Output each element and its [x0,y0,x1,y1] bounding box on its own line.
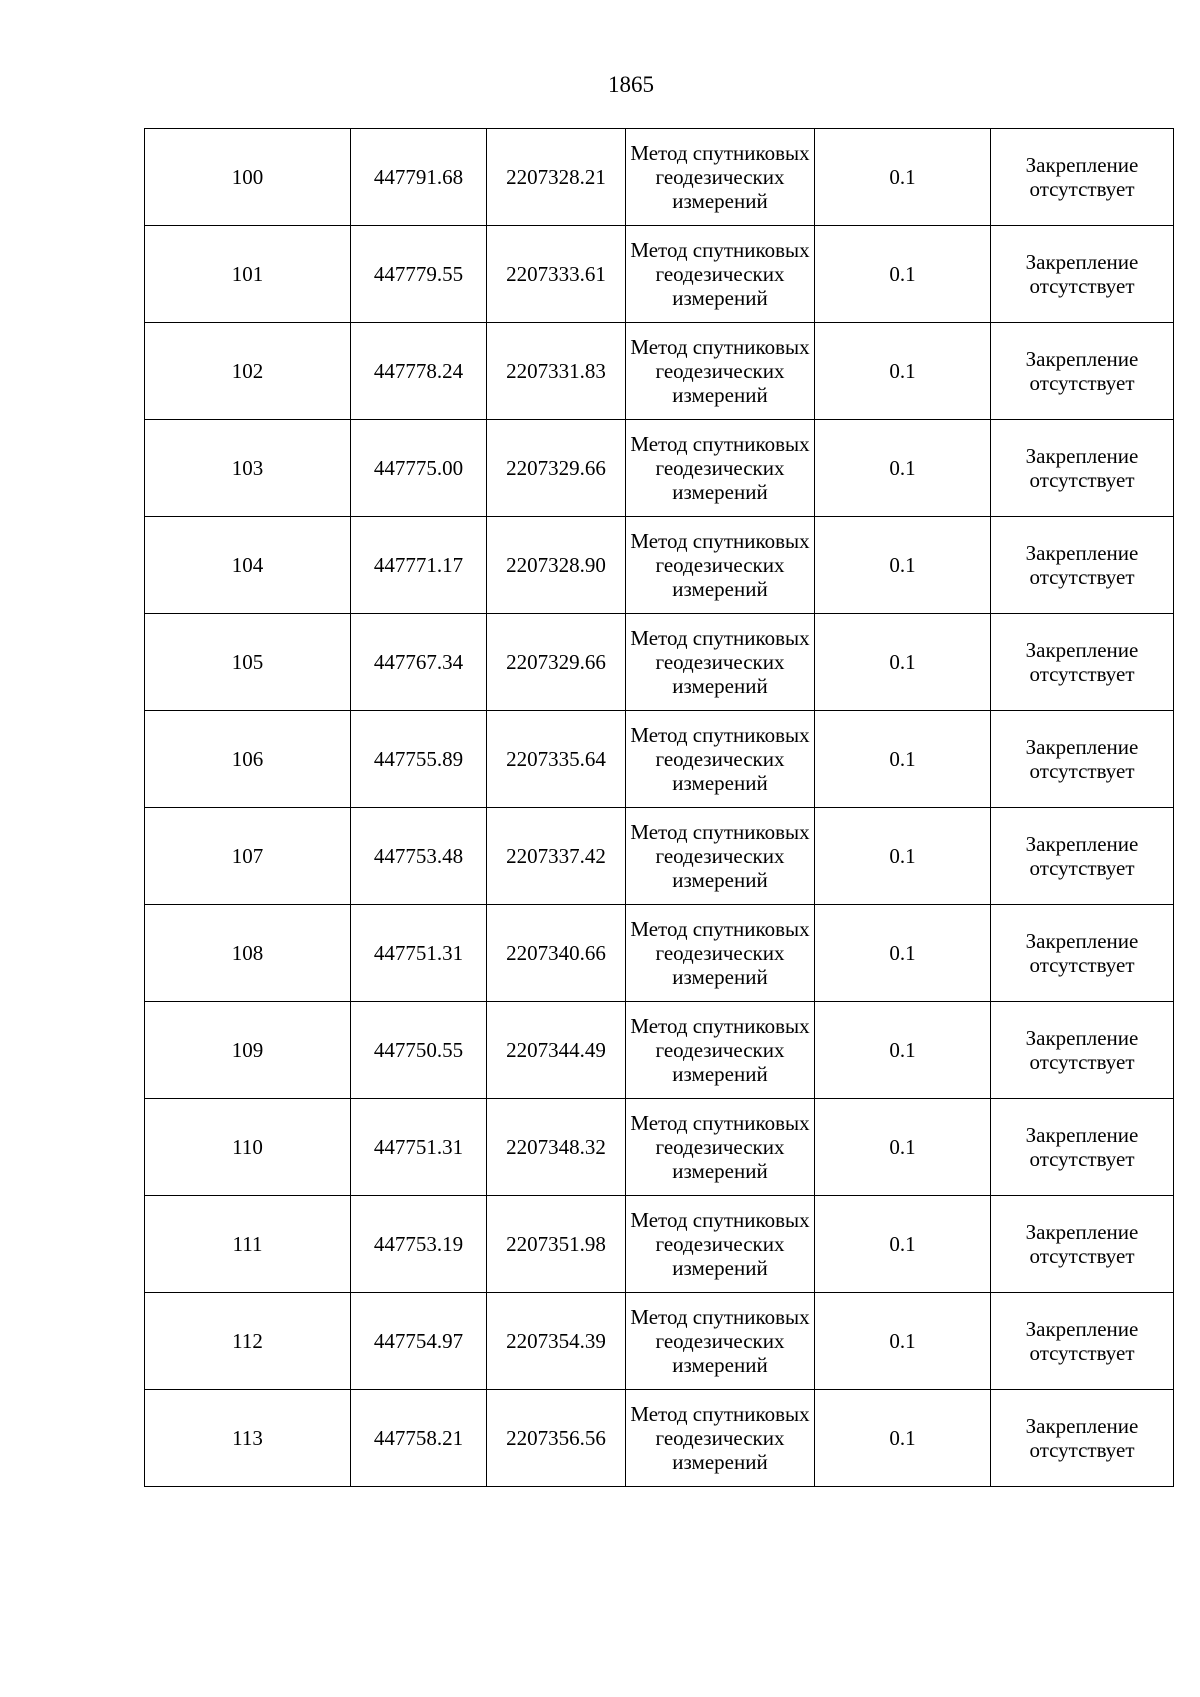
x-coordinate-cell: 447791.68 [351,129,487,226]
y-coordinate-cell: 2207328.90 [487,517,626,614]
accuracy-cell: 0.1 [815,808,991,905]
method-cell: Метод спутниковых геодезических измерений [626,226,815,323]
fixing-cell: Закрепление отсутствует [991,129,1174,226]
point-number-cell: 101 [145,226,351,323]
method-cell: Метод спутниковых геодезических измерений [626,323,815,420]
method-cell: Метод спутниковых геодезических измерений [626,905,815,1002]
x-coordinate-cell: 447753.48 [351,808,487,905]
point-number-cell: 110 [145,1099,351,1196]
fixing-cell: Закрепление отсутствует [991,711,1174,808]
accuracy-cell: 0.1 [815,129,991,226]
table-row [145,1390,1174,1487]
accuracy-cell: 0.1 [815,1099,991,1196]
table-row [145,614,1174,711]
point-number-cell: 102 [145,323,351,420]
table-row [145,323,1174,420]
x-coordinate-cell: 447767.34 [351,614,487,711]
y-coordinate-cell: 2207337.42 [487,808,626,905]
fixing-cell: Закрепление отсутствует [991,1293,1174,1390]
method-cell: Метод спутниковых геодезических измерений [626,517,815,614]
y-coordinate-cell: 2207348.32 [487,1099,626,1196]
x-coordinate-cell: 447758.21 [351,1390,487,1487]
x-coordinate-cell: 447779.55 [351,226,487,323]
method-cell: Метод спутниковых геодезических измерений [626,614,815,711]
accuracy-cell: 0.1 [815,1196,991,1293]
table-row [145,711,1174,808]
point-number-cell: 103 [145,420,351,517]
fixing-cell: Закрепление отсутствует [991,1196,1174,1293]
y-coordinate-cell: 2207354.39 [487,1293,626,1390]
accuracy-cell: 0.1 [815,711,991,808]
point-number-cell: 109 [145,1002,351,1099]
method-cell: Метод спутниковых геодезических измерений [626,1002,815,1099]
y-coordinate-cell: 2207331.83 [487,323,626,420]
fixing-cell: Закрепление отсутствует [991,517,1174,614]
table-row [145,517,1174,614]
y-coordinate-cell: 2207328.21 [487,129,626,226]
fixing-cell: Закрепление отсутствует [991,905,1174,1002]
x-coordinate-cell: 447771.17 [351,517,487,614]
accuracy-cell: 0.1 [815,420,991,517]
accuracy-cell: 0.1 [815,905,991,1002]
y-coordinate-cell: 2207340.66 [487,905,626,1002]
method-cell: Метод спутниковых геодезических измерений [626,1293,815,1390]
fixing-cell: Закрепление отсутствует [991,323,1174,420]
y-coordinate-cell: 2207329.66 [487,614,626,711]
method-cell: Метод спутниковых геодезических измерений [626,711,815,808]
table-row [145,905,1174,1002]
point-number-cell: 111 [145,1196,351,1293]
y-coordinate-cell: 2207333.61 [487,226,626,323]
fixing-cell: Закрепление отсутствует [991,420,1174,517]
point-number-cell: 104 [145,517,351,614]
x-coordinate-cell: 447750.55 [351,1002,487,1099]
accuracy-cell: 0.1 [815,1390,991,1487]
y-coordinate-cell: 2207351.98 [487,1196,626,1293]
point-number-cell: 100 [145,129,351,226]
accuracy-cell: 0.1 [815,1293,991,1390]
x-coordinate-cell: 447753.19 [351,1196,487,1293]
method-cell: Метод спутниковых геодезических измерений [626,129,815,226]
point-number-cell: 108 [145,905,351,1002]
y-coordinate-cell: 2207356.56 [487,1390,626,1487]
y-coordinate-cell: 2207329.66 [487,420,626,517]
table-row [145,1196,1174,1293]
method-cell: Метод спутниковых геодезических измерений [626,1196,815,1293]
point-number-cell: 113 [145,1390,351,1487]
fixing-cell: Закрепление отсутствует [991,226,1174,323]
method-cell: Метод спутниковых геодезических измерений [626,1390,815,1487]
x-coordinate-cell: 447755.89 [351,711,487,808]
table-row [145,129,1174,226]
table-row [145,808,1174,905]
accuracy-cell: 0.1 [815,614,991,711]
method-cell: Метод спутниковых геодезических измерений [626,808,815,905]
y-coordinate-cell: 2207344.49 [487,1002,626,1099]
accuracy-cell: 0.1 [815,323,991,420]
fixing-cell: Закрепление отсутствует [991,808,1174,905]
point-number-cell: 105 [145,614,351,711]
x-coordinate-cell: 447751.31 [351,1099,487,1196]
table-body [145,129,1174,1487]
point-number-cell: 107 [145,808,351,905]
point-number-cell: 112 [145,1293,351,1390]
accuracy-cell: 0.1 [815,1002,991,1099]
y-coordinate-cell: 2207335.64 [487,711,626,808]
accuracy-cell: 0.1 [815,517,991,614]
fixing-cell: Закрепление отсутствует [991,1002,1174,1099]
x-coordinate-cell: 447775.00 [351,420,487,517]
table-row [145,1002,1174,1099]
coordinates-table [144,128,1174,1487]
accuracy-cell: 0.1 [815,226,991,323]
table-row [145,1099,1174,1196]
fixing-cell: Закрепление отсутствует [991,1390,1174,1487]
fixing-cell: Закрепление отсутствует [991,614,1174,711]
method-cell: Метод спутниковых геодезических измерений [626,420,815,517]
table-row [145,226,1174,323]
point-number-cell: 106 [145,711,351,808]
x-coordinate-cell: 447751.31 [351,905,487,1002]
table-row [145,1293,1174,1390]
page-number: 1865 [608,72,654,97]
fixing-cell: Закрепление отсутствует [991,1099,1174,1196]
x-coordinate-cell: 447754.97 [351,1293,487,1390]
method-cell: Метод спутниковых геодезических измерений [626,1099,815,1196]
x-coordinate-cell: 447778.24 [351,323,487,420]
table-row [145,420,1174,517]
